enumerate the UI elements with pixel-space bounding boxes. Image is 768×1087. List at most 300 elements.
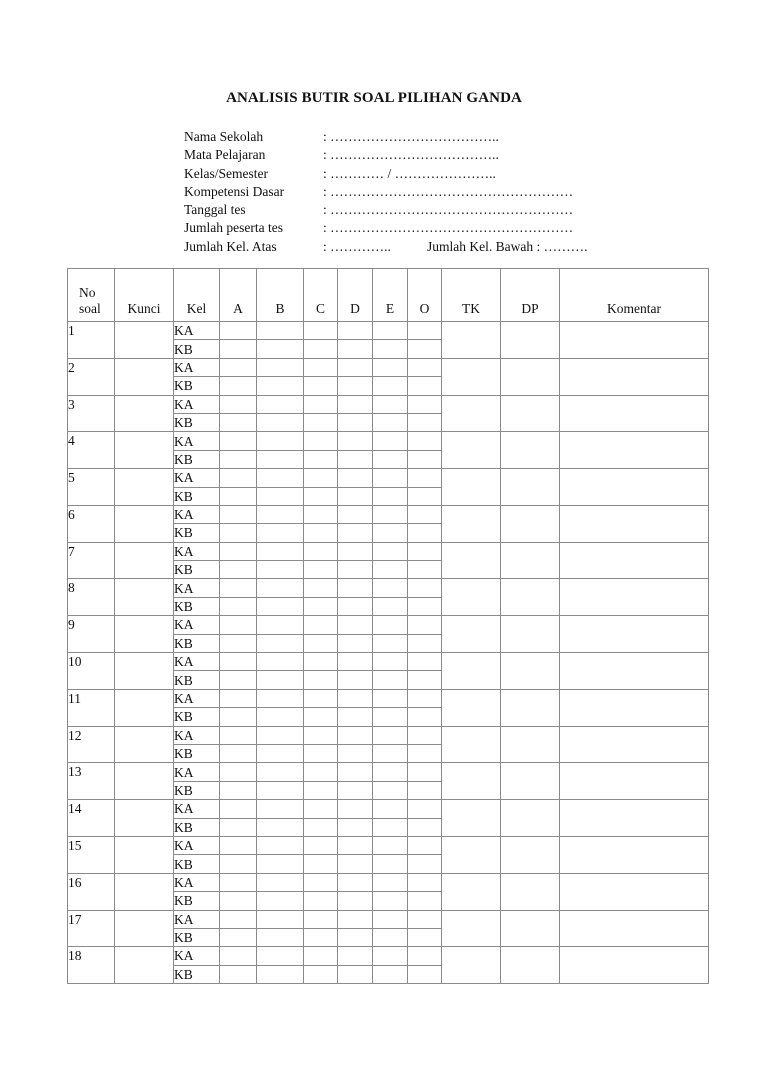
dp-cell — [501, 579, 560, 616]
answer-d-cell — [338, 597, 373, 615]
answer-a-cell — [220, 836, 257, 854]
answer-o-cell — [408, 781, 442, 799]
table-body — [68, 322, 709, 984]
answer-d-cell — [338, 340, 373, 358]
dp-cell — [501, 910, 560, 947]
group-label: KA — [174, 469, 220, 487]
answer-a-cell — [220, 597, 257, 615]
answer-a-cell — [220, 395, 257, 413]
answer-e-cell — [373, 450, 408, 468]
answer-c-cell — [304, 469, 338, 487]
tk-cell — [442, 469, 501, 506]
answer-a-cell — [220, 616, 257, 634]
answer-o-cell — [408, 763, 442, 781]
header-komentar: Komentar — [560, 269, 709, 322]
answer-o-cell — [408, 634, 442, 652]
group-label: KB — [174, 634, 220, 652]
komentar-cell — [560, 873, 709, 910]
komentar-cell — [560, 653, 709, 690]
answer-e-cell — [373, 487, 408, 505]
document-title — [0, 90, 768, 107]
answer-a-cell — [220, 965, 257, 983]
answer-e-cell — [373, 322, 408, 340]
group-label: KB — [174, 597, 220, 615]
group-label: KB — [174, 413, 220, 431]
answer-a-cell — [220, 744, 257, 762]
table-row — [68, 616, 709, 634]
info-label: Jumlah peserta tes — [184, 220, 283, 236]
header-no-line2: soal — [79, 301, 101, 316]
answer-d-cell — [338, 910, 373, 928]
dp-cell — [501, 505, 560, 542]
header-o: O — [408, 269, 442, 322]
info-value: : ………… / ………………….. — [323, 165, 496, 181]
kunci-cell — [115, 395, 174, 432]
answer-a-cell — [220, 358, 257, 376]
tk-cell — [442, 653, 501, 690]
komentar-cell — [560, 689, 709, 726]
group-label: KB — [174, 928, 220, 946]
dp-cell — [501, 836, 560, 873]
answer-a-cell — [220, 947, 257, 965]
answer-c-cell — [304, 487, 338, 505]
header-e: E — [373, 269, 408, 322]
kunci-cell — [115, 763, 174, 800]
tk-cell — [442, 800, 501, 837]
group-label: KB — [174, 818, 220, 836]
answer-c-cell — [304, 432, 338, 450]
answer-d-cell — [338, 561, 373, 579]
answer-d-cell — [338, 487, 373, 505]
answer-c-cell — [304, 542, 338, 560]
info-value: : ……………………………………………… — [323, 183, 574, 199]
answer-o-cell — [408, 542, 442, 560]
komentar-cell — [560, 726, 709, 763]
info-label: Kompetensi Dasar — [184, 183, 285, 199]
answer-e-cell — [373, 616, 408, 634]
answer-d-cell — [338, 873, 373, 891]
answer-c-cell — [304, 892, 338, 910]
dp-cell — [501, 358, 560, 395]
answer-b-cell — [257, 744, 304, 762]
answer-a-cell — [220, 726, 257, 744]
tk-cell — [442, 542, 501, 579]
answer-a-cell — [220, 653, 257, 671]
question-number: 14 — [68, 800, 115, 837]
answer-o-cell — [408, 671, 442, 689]
kunci-cell — [115, 653, 174, 690]
answer-o-cell — [408, 928, 442, 946]
group-label: KA — [174, 505, 220, 523]
answer-b-cell — [257, 763, 304, 781]
answer-c-cell — [304, 708, 338, 726]
answer-d-cell — [338, 781, 373, 799]
answer-o-cell — [408, 377, 442, 395]
komentar-cell — [560, 432, 709, 469]
document-title-text: ANALISIS BUTIR SOAL PILIHAN GANDA — [226, 90, 522, 106]
answer-d-cell — [338, 616, 373, 634]
question-number: 4 — [68, 432, 115, 469]
komentar-cell — [560, 763, 709, 800]
answer-c-cell — [304, 322, 338, 340]
header-tk: TK — [442, 269, 501, 322]
answer-o-cell — [408, 855, 442, 873]
answer-d-cell — [338, 505, 373, 523]
group-label: KA — [174, 910, 220, 928]
answer-d-cell — [338, 432, 373, 450]
answer-c-cell — [304, 836, 338, 854]
tk-cell — [442, 763, 501, 800]
answer-c-cell — [304, 873, 338, 891]
answer-c-cell — [304, 524, 338, 542]
answer-o-cell — [408, 597, 442, 615]
answer-e-cell — [373, 469, 408, 487]
tk-cell — [442, 395, 501, 432]
answer-a-cell — [220, 469, 257, 487]
answer-b-cell — [257, 634, 304, 652]
answer-d-cell — [338, 800, 373, 818]
kunci-cell — [115, 542, 174, 579]
answer-d-cell — [338, 653, 373, 671]
group-label: KB — [174, 892, 220, 910]
answer-c-cell — [304, 579, 338, 597]
answer-d-cell — [338, 322, 373, 340]
answer-e-cell — [373, 800, 408, 818]
kunci-cell — [115, 836, 174, 873]
tk-cell — [442, 505, 501, 542]
answer-e-cell — [373, 358, 408, 376]
answer-b-cell — [257, 395, 304, 413]
answer-e-cell — [373, 763, 408, 781]
answer-o-cell — [408, 524, 442, 542]
answer-c-cell — [304, 855, 338, 873]
header-no — [68, 269, 115, 322]
komentar-cell — [560, 616, 709, 653]
answer-c-cell — [304, 763, 338, 781]
answer-e-cell — [373, 432, 408, 450]
answer-b-cell — [257, 800, 304, 818]
answer-e-cell — [373, 744, 408, 762]
info-value: : ……………………………………………… — [323, 202, 574, 218]
analysis-table — [67, 268, 709, 984]
answer-e-cell — [373, 818, 408, 836]
answer-o-cell — [408, 653, 442, 671]
answer-e-cell — [373, 855, 408, 873]
kunci-cell — [115, 469, 174, 506]
answer-e-cell — [373, 965, 408, 983]
info-value: : ……………………………….. — [323, 129, 499, 144]
answer-a-cell — [220, 873, 257, 891]
answer-o-cell — [408, 487, 442, 505]
answer-e-cell — [373, 395, 408, 413]
group-label: KB — [174, 340, 220, 358]
answer-a-cell — [220, 322, 257, 340]
komentar-cell — [560, 505, 709, 542]
tk-cell — [442, 616, 501, 653]
answer-c-cell — [304, 597, 338, 615]
answer-b-cell — [257, 965, 304, 983]
kunci-cell — [115, 947, 174, 984]
answer-a-cell — [220, 487, 257, 505]
answer-a-cell — [220, 340, 257, 358]
dp-cell — [501, 800, 560, 837]
answer-o-cell — [408, 561, 442, 579]
header-b: B — [257, 269, 304, 322]
question-number: 18 — [68, 947, 115, 984]
answer-c-cell — [304, 377, 338, 395]
answer-d-cell — [338, 818, 373, 836]
group-label: KA — [174, 873, 220, 891]
answer-c-cell — [304, 744, 338, 762]
group-label: KB — [174, 744, 220, 762]
answer-b-cell — [257, 873, 304, 891]
group-label: KA — [174, 653, 220, 671]
answer-e-cell — [373, 505, 408, 523]
komentar-cell — [560, 910, 709, 947]
komentar-cell — [560, 947, 709, 984]
answer-b-cell — [257, 432, 304, 450]
group-label: KA — [174, 322, 220, 340]
answer-o-cell — [408, 965, 442, 983]
tk-cell — [442, 322, 501, 359]
answer-b-cell — [257, 542, 304, 560]
answer-b-cell — [257, 616, 304, 634]
answer-e-cell — [373, 873, 408, 891]
answer-b-cell — [257, 487, 304, 505]
dp-cell — [501, 322, 560, 359]
table-row — [68, 763, 709, 781]
kunci-cell — [115, 873, 174, 910]
answer-c-cell — [304, 340, 338, 358]
answer-a-cell — [220, 542, 257, 560]
group-label: KB — [174, 855, 220, 873]
kunci-cell — [115, 432, 174, 469]
answer-e-cell — [373, 340, 408, 358]
group-label: KB — [174, 965, 220, 983]
dp-cell — [501, 689, 560, 726]
komentar-cell — [560, 469, 709, 506]
dp-cell — [501, 432, 560, 469]
question-number: 6 — [68, 505, 115, 542]
table-row — [68, 873, 709, 891]
komentar-cell — [560, 358, 709, 395]
kunci-cell — [115, 910, 174, 947]
answer-o-cell — [408, 469, 442, 487]
answer-a-cell — [220, 689, 257, 707]
tk-cell — [442, 910, 501, 947]
answer-e-cell — [373, 542, 408, 560]
answer-o-cell — [408, 726, 442, 744]
info-value: : ………….. — [323, 238, 391, 254]
kunci-cell — [115, 505, 174, 542]
question-number: 17 — [68, 910, 115, 947]
answer-b-cell — [257, 450, 304, 468]
answer-e-cell — [373, 524, 408, 542]
answer-o-cell — [408, 744, 442, 762]
answer-a-cell — [220, 910, 257, 928]
answer-c-cell — [304, 450, 338, 468]
question-number: 9 — [68, 616, 115, 653]
answer-b-cell — [257, 818, 304, 836]
info-value: : ……………………………………………… — [323, 220, 574, 236]
answer-a-cell — [220, 579, 257, 597]
question-number: 12 — [68, 726, 115, 763]
tk-cell — [442, 689, 501, 726]
answer-e-cell — [373, 561, 408, 579]
question-number: 15 — [68, 836, 115, 873]
answer-o-cell — [408, 413, 442, 431]
answer-e-cell — [373, 377, 408, 395]
question-number: 10 — [68, 653, 115, 690]
komentar-cell — [560, 579, 709, 616]
answer-b-cell — [257, 413, 304, 431]
dp-cell — [501, 947, 560, 984]
group-label: KA — [174, 689, 220, 707]
dp-cell — [501, 763, 560, 800]
table-row — [68, 579, 709, 597]
info-label: Jumlah Kel. Atas — [184, 238, 277, 254]
answer-c-cell — [304, 395, 338, 413]
answer-d-cell — [338, 450, 373, 468]
answer-c-cell — [304, 928, 338, 946]
komentar-cell — [560, 800, 709, 837]
answer-e-cell — [373, 928, 408, 946]
header-a: A — [220, 269, 257, 322]
group-label: KA — [174, 800, 220, 818]
answer-o-cell — [408, 432, 442, 450]
dp-cell — [501, 469, 560, 506]
question-number: 13 — [68, 763, 115, 800]
answer-c-cell — [304, 726, 338, 744]
group-label: KA — [174, 432, 220, 450]
group-label: KB — [174, 524, 220, 542]
tk-cell — [442, 432, 501, 469]
table-row — [68, 358, 709, 376]
tk-cell — [442, 873, 501, 910]
answer-b-cell — [257, 947, 304, 965]
answer-d-cell — [338, 358, 373, 376]
answer-b-cell — [257, 726, 304, 744]
dp-cell — [501, 653, 560, 690]
group-label: KB — [174, 377, 220, 395]
answer-o-cell — [408, 340, 442, 358]
answer-a-cell — [220, 855, 257, 873]
answer-a-cell — [220, 928, 257, 946]
answer-d-cell — [338, 726, 373, 744]
answer-o-cell — [408, 708, 442, 726]
header-no-line1: No — [79, 285, 96, 300]
dp-cell — [501, 726, 560, 763]
answer-d-cell — [338, 855, 373, 873]
answer-e-cell — [373, 579, 408, 597]
group-label: KA — [174, 395, 220, 413]
info-label: Nama Sekolah — [184, 129, 264, 144]
group-label: KA — [174, 542, 220, 560]
info-extra: Jumlah Kel. Bawah : ………. — [427, 238, 588, 254]
info-label: Kelas/Semester — [184, 165, 268, 181]
answer-d-cell — [338, 689, 373, 707]
answer-e-cell — [373, 781, 408, 799]
group-label: KA — [174, 358, 220, 376]
answer-b-cell — [257, 597, 304, 615]
answer-d-cell — [338, 377, 373, 395]
answer-e-cell — [373, 726, 408, 744]
answer-d-cell — [338, 892, 373, 910]
header-d: D — [338, 269, 373, 322]
info-label: Mata Pelajaran — [184, 147, 266, 163]
answer-d-cell — [338, 928, 373, 946]
dp-cell — [501, 395, 560, 432]
answer-o-cell — [408, 505, 442, 523]
answer-a-cell — [220, 818, 257, 836]
answer-e-cell — [373, 836, 408, 854]
answer-o-cell — [408, 358, 442, 376]
answer-a-cell — [220, 892, 257, 910]
answer-c-cell — [304, 653, 338, 671]
table-row — [68, 505, 709, 523]
answer-c-cell — [304, 634, 338, 652]
group-label: KB — [174, 487, 220, 505]
answer-c-cell — [304, 965, 338, 983]
group-label: KB — [174, 671, 220, 689]
answer-a-cell — [220, 781, 257, 799]
answer-a-cell — [220, 524, 257, 542]
group-label: KA — [174, 836, 220, 854]
table-row — [68, 653, 709, 671]
answer-e-cell — [373, 597, 408, 615]
answer-c-cell — [304, 616, 338, 634]
komentar-cell — [560, 322, 709, 359]
answer-b-cell — [257, 708, 304, 726]
table-row — [68, 542, 709, 560]
answer-o-cell — [408, 800, 442, 818]
answer-o-cell — [408, 910, 442, 928]
answer-c-cell — [304, 505, 338, 523]
group-label: KA — [174, 726, 220, 744]
answer-b-cell — [257, 892, 304, 910]
answer-c-cell — [304, 910, 338, 928]
header-row — [68, 269, 709, 322]
answer-d-cell — [338, 947, 373, 965]
question-number: 3 — [68, 395, 115, 432]
answer-a-cell — [220, 505, 257, 523]
answer-b-cell — [257, 561, 304, 579]
answer-o-cell — [408, 818, 442, 836]
answer-b-cell — [257, 505, 304, 523]
header-kel: Kel — [174, 269, 220, 322]
header-dp: DP — [501, 269, 560, 322]
answer-o-cell — [408, 616, 442, 634]
tk-cell — [442, 836, 501, 873]
answer-a-cell — [220, 634, 257, 652]
kunci-cell — [115, 800, 174, 837]
info-label: Tanggal tes — [184, 202, 246, 218]
table-row — [68, 395, 709, 413]
kunci-cell — [115, 579, 174, 616]
answer-e-cell — [373, 708, 408, 726]
answer-o-cell — [408, 873, 442, 891]
answer-a-cell — [220, 671, 257, 689]
komentar-cell — [560, 836, 709, 873]
answer-c-cell — [304, 358, 338, 376]
answer-d-cell — [338, 542, 373, 560]
answer-o-cell — [408, 836, 442, 854]
answer-d-cell — [338, 524, 373, 542]
header-c: C — [304, 269, 338, 322]
answer-d-cell — [338, 395, 373, 413]
answer-a-cell — [220, 413, 257, 431]
table-row — [68, 726, 709, 744]
